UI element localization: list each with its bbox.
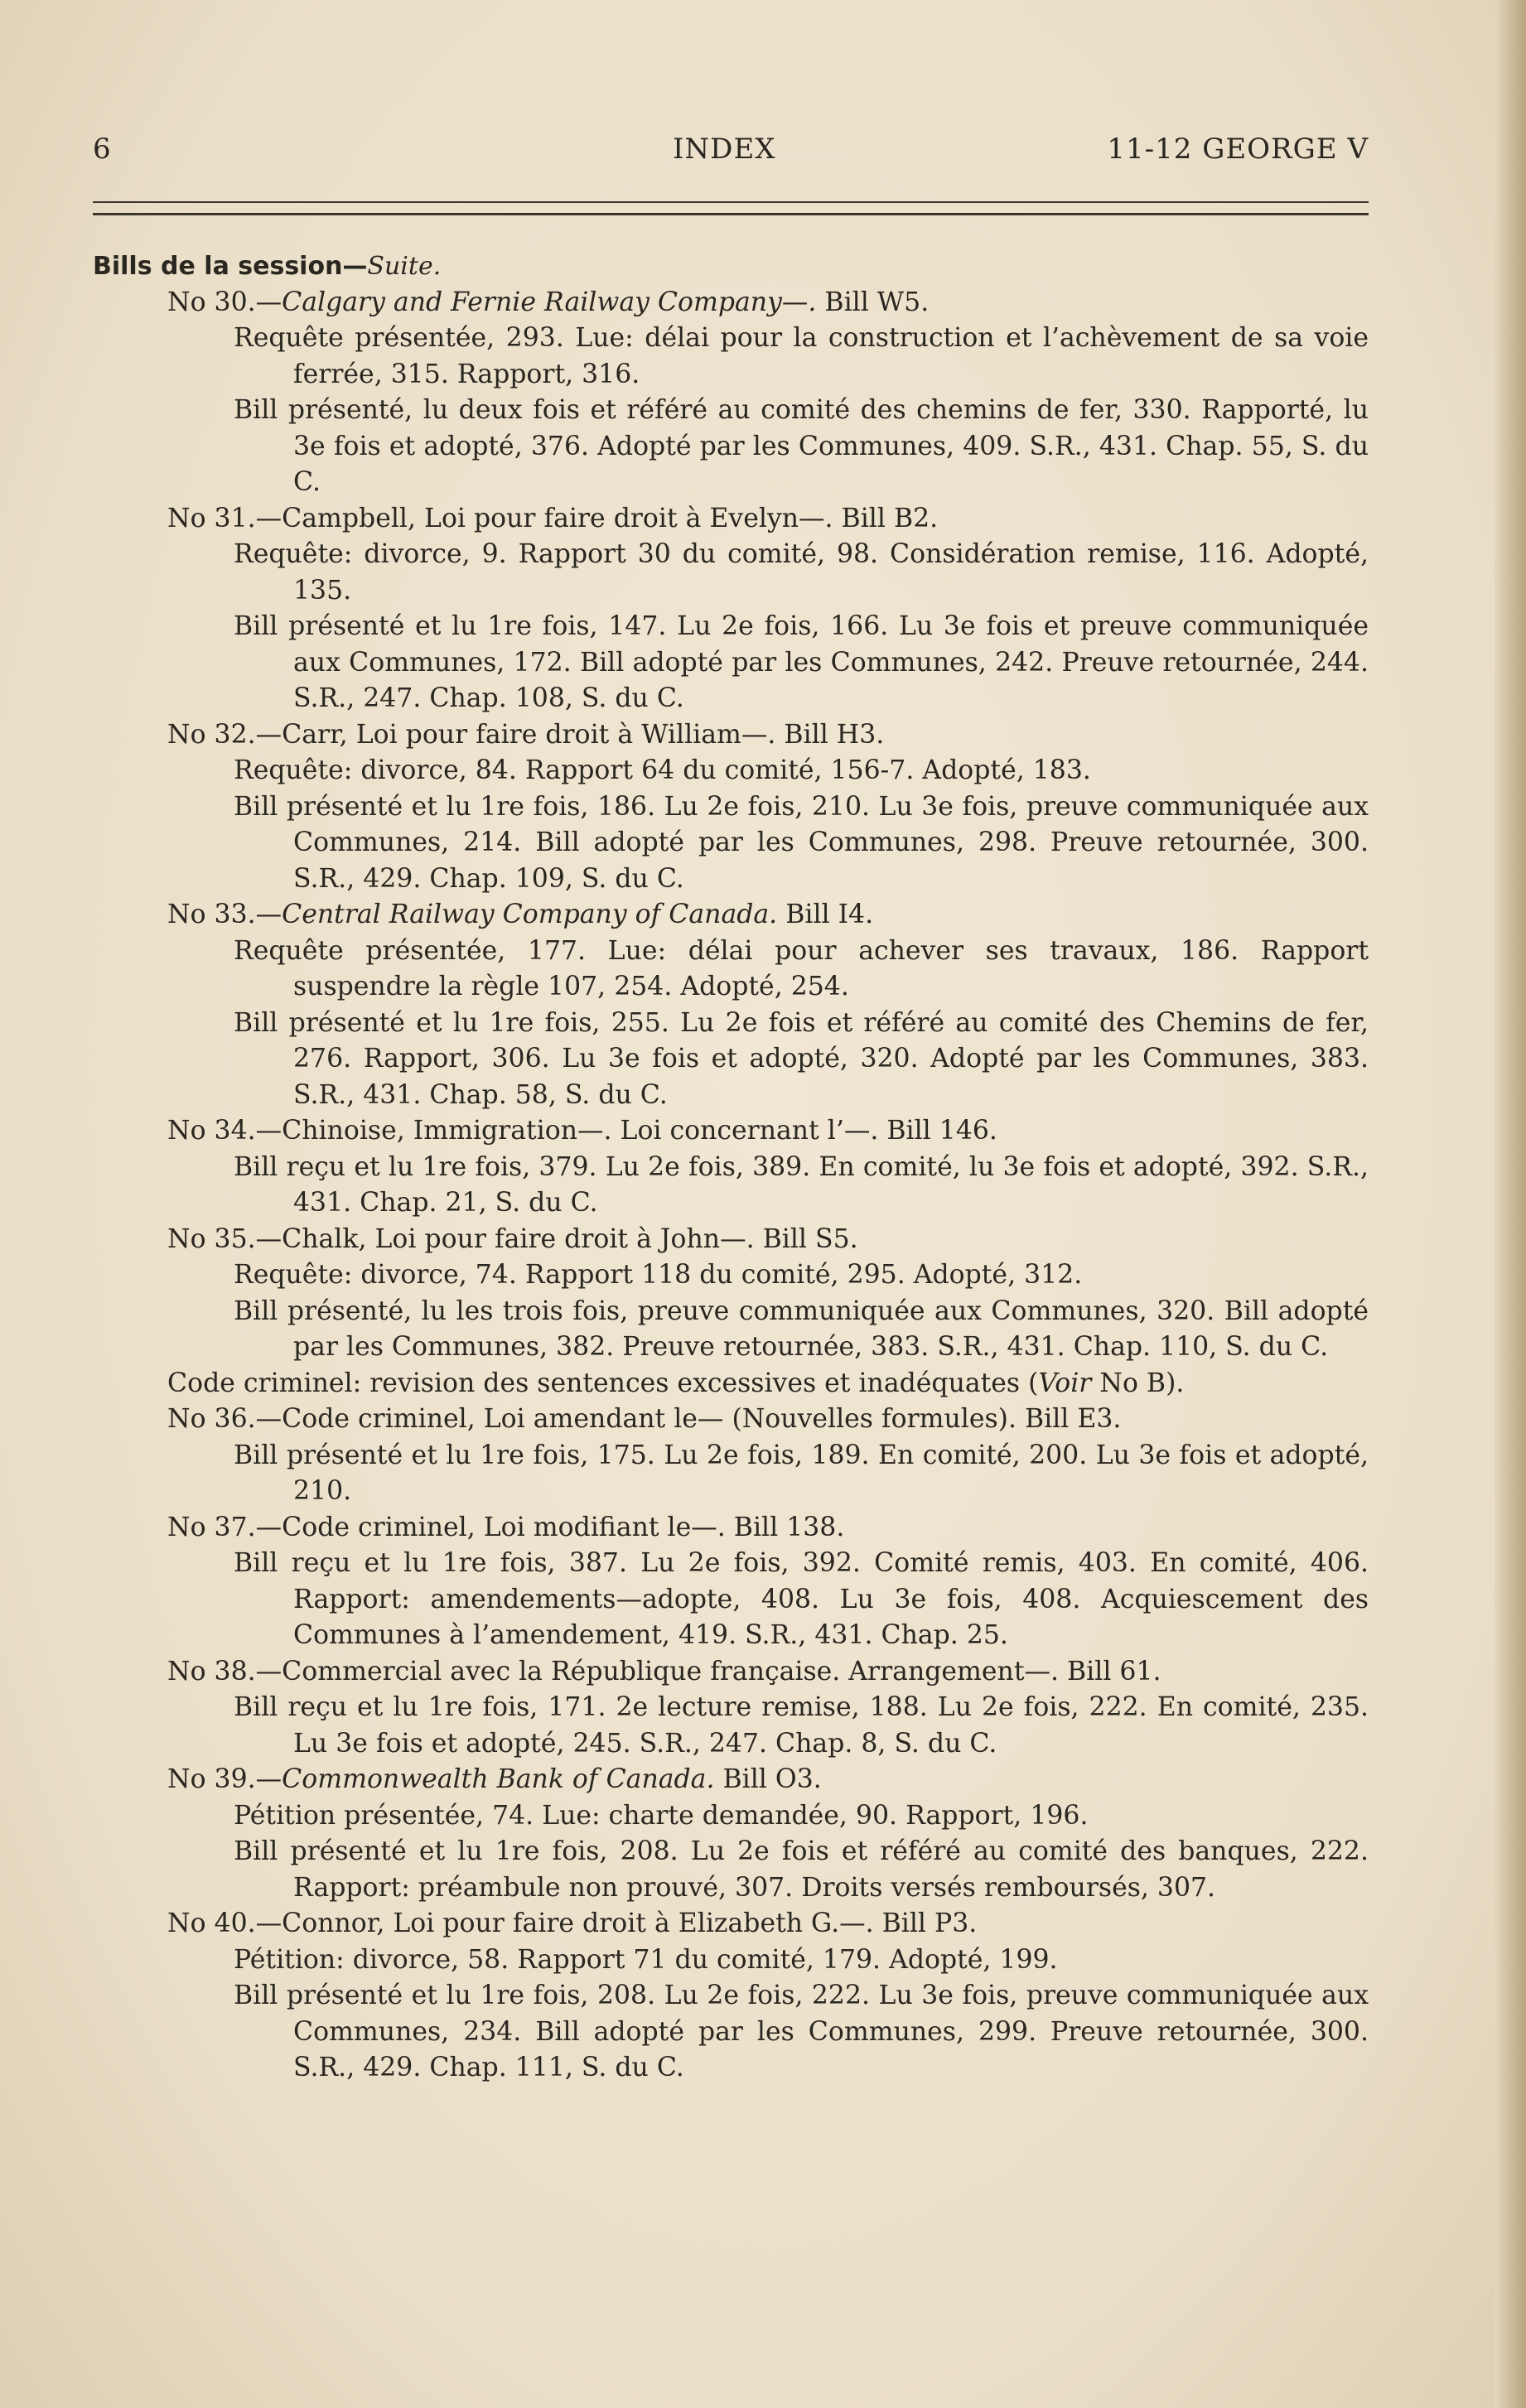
entries-list [93,285,1369,2087]
entry-detail: Requête: divorce, 9. Rapport 30 du comité, 98. Considération remise, 116. Adopté, 135. [234,539,1369,606]
entry-heading-tail: No B). [1091,1368,1185,1398]
entry-heading-tail: Bill W5. [816,287,930,317]
header-rule-double [93,213,1369,215]
entry-heading-tail: Bill E3. [1016,1404,1122,1434]
section-heading-suffix: Suite. [367,252,442,281]
entry-heading-italic: Central Railway Company of Canada. [282,900,778,929]
entry-detail: Pétition: divorce, 58. Rapport 71 du comité, 179. Adopté, 199. [234,1944,1058,1975]
entry-heading-text: No 34.—Chinoise, Immigration—. Loi concernant l’—. [167,1116,879,1146]
entry-heading-text: Code criminel: revision des sentences excessives et inadéquates ( [167,1368,1039,1398]
entry-heading-tail: Bill S5. [754,1223,858,1254]
entry-heading [93,1762,1369,1798]
entry-heading-text: No 36.—Code criminel, Loi amendant le— (Nouvelles formules). [167,1404,1017,1434]
entry-heading-italic: Calgary and Fernie Railway Company—. [282,287,817,317]
entry-heading [93,1402,1369,1438]
entry-detail: Requête: divorce, 84. Rapport 64 du comité, 156-7. Adopté, 183. [234,755,1091,785]
entry-heading-text: No 32.—Carr, Loi pour faire droit à William—. [167,719,776,750]
entry-detail: Bill reçu et lu 1re fois, 379. Lu 2e fois, 389. En comité, lu 3e fois et adopté, 392. S.R., 431. Chap. 21, S. du C. [234,1151,1369,1218]
entry-heading-tail: Bill 138. [725,1512,845,1542]
entry-detail: Bill présenté, lu les trois fois, preuve communiquée aux Communes, 320. Bill adopté par les Communes, 382. Preuve retournée, 383. S.R., 431. Chap. 110, S. du C. [234,1296,1369,1362]
entry-heading-text: No 35.—Chalk, Loi pour faire droit à John—. [167,1223,755,1254]
header-rule [93,201,1369,203]
page-number: 6 [93,133,112,166]
entry-detail: Requête présentée, 177. Lue: délai pour achever ses travaux, 186. Rapport suspendre la règle 107, 254. Adopté, 254. [234,935,1369,1001]
entry-heading [93,1222,1369,1258]
entry-detail: Requête présentée, 293. Lue: délai pour la construction et l’achèvement de sa voie ferrée, 315. Rapport, 316. [234,323,1369,389]
entry-heading-tail: Bill P3. [873,1909,978,1938]
entry-heading-tail: Bill 146. [878,1116,997,1146]
entry-detail: Bill présenté et lu 1re fois, 208. Lu 2e fois et référé au comité des banques, 222. Rapport: préambule non prouvé, 307. Droits versés remboursés, 307. [234,1836,1369,1903]
section-heading: Bills de la session—Suite. [93,252,442,281]
running-header-right: 11-12 GEORGE V [1107,133,1369,166]
entry-detail: Bill présenté, lu deux fois et référé au comité des chemins de fer, 330. Rapporté, lu 3e fois et adopté, 376. Adopté par les Communes, 409. S.R., 431. Chap. 55, S. du C. [234,395,1369,497]
page-edge [1495,0,1526,2408]
entry-heading-text: No 30.— [167,287,283,317]
entry-heading-italic: Voir [1038,1368,1092,1398]
entry-heading-text: No 40.—Connor, Loi pour faire droit à Elizabeth G.—. [167,1909,874,1938]
entry-detail: Bill reçu et lu 1re fois, 387. Lu 2e fois, 392. Comité remis, 403. En comité, 406. Rapport: amendements—adopte, 408. Lu 3e fois, 408. Acquiescement des Communes à l’amendement, 419. S.R., 431. Chap. 25. [234,1548,1369,1650]
entry-heading [93,1906,1369,1942]
entry-detail: Bill présenté et lu 1re fois, 186. Lu 2e fois, 210. Lu 3e fois, preuve communiquée aux Communes, 214. Bill adopté par les Communes, 298. Preuve retournée, 300. S.R., 429. Chap. 109, S. du C. [234,791,1369,894]
entry-detail: Pétition présentée, 74. Lue: charte demandée, 90. Rapport, 196. [234,1800,1089,1831]
entry-detail: Bill présenté et lu 1re fois, 175. Lu 2e fois, 189. En comité, 200. Lu 3e fois et adopté, 210. [234,1440,1369,1506]
entry-heading [93,285,1369,321]
entry-heading-text: No 31.—Campbell, Loi pour faire droit à Evelyn—. [167,503,833,533]
entry-heading-text: No 33.— [167,900,283,929]
entry-heading [93,501,1369,538]
entry-heading-tail: Bill 61. [1059,1656,1161,1687]
entry-detail: Bill présenté et lu 1re fois, 208. Lu 2e fois, 222. Lu 3e fois, preuve communiquée aux Communes, 234. Bill adopté par les Communes, 299. Preuve retournée, 300. S.R., 429. Chap. 111, S. du C. [234,1981,1369,2082]
entry-detail: Bill reçu et lu 1re fois, 171. 2e lecture remise, 188. Lu 2e fois, 222. En comité, 235. Lu 3e fois et adopté, 245. S.R., 247. Chap. 8, S. du C. [234,1692,1369,1759]
entry-heading [93,1654,1369,1691]
entry-heading [93,1113,1369,1150]
running-title: INDEX [673,133,776,166]
entry-heading-tail: Bill O3. [714,1764,822,1794]
entry-heading-tail: Bill H3. [775,719,885,750]
entry-heading [93,897,1369,934]
index-body [93,249,1369,2087]
entry-heading-text: No 38.—Commercial avec la République française. Arrangement—. [167,1656,1060,1687]
entry-detail: Bill présenté et lu 1re fois, 147. Lu 2e fois, 166. Lu 3e fois et preuve communiquée aux Communes, 172. Bill adopté par les Communes, 242. Preuve retournée, 244. S.R., 247. Chap. 108, S. du C. [234,611,1369,713]
entry-heading-tail: Bill I4. [777,900,874,929]
entry-detail: Requête: divorce, 74. Rapport 118 du comité, 295. Adopté, 312. [234,1260,1083,1290]
entry-heading [93,717,1369,754]
entry-heading-text: No 37.—Code criminel, Loi modifiant le—. [167,1512,726,1542]
entry-detail: Bill présenté et lu 1re fois, 255. Lu 2e fois et référé au comité des Chemins de fer, 276. Rapport, 306. Lu 3e fois et adopté, 320. Adopté par les Communes, 383. S.R., 431. Chap. 58, S. du C. [234,1007,1369,1110]
entry-heading-italic: Commonwealth Bank of Canada. [282,1764,715,1794]
entry-heading [93,1366,1369,1402]
entry-heading-text: No 39.— [167,1764,283,1794]
page-header [93,133,1369,182]
entry-heading-tail: Bill B2. [833,503,939,533]
entry-heading [93,1510,1369,1547]
